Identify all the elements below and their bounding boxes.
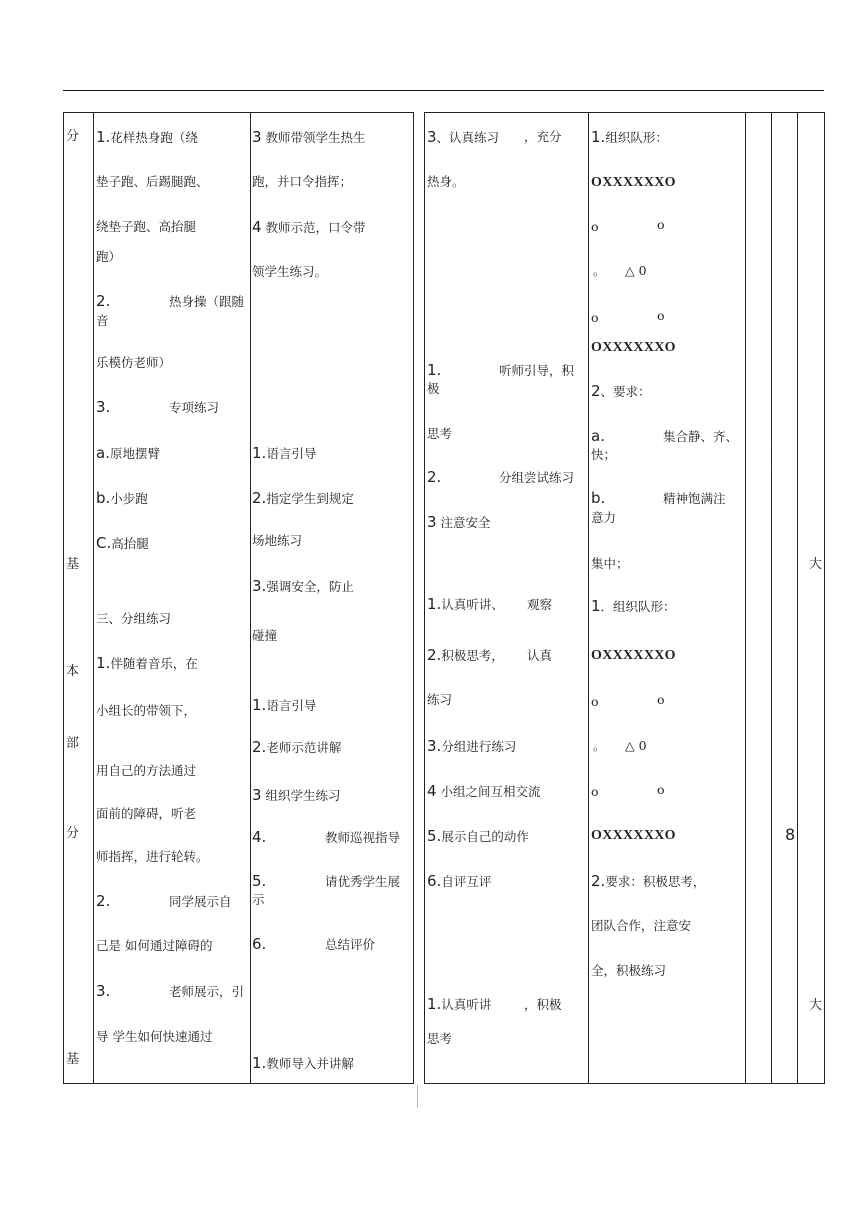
- student-line: 2.: [427, 468, 442, 486]
- student-line: 观察: [527, 597, 553, 612]
- org-line: 1.组织队形：: [591, 128, 668, 146]
- content-line: 垫子跑、后踢腿跑、: [96, 174, 209, 189]
- section-char: 分: [66, 129, 80, 144]
- teacher-line: 2.老师示范讲解: [252, 738, 342, 756]
- formation-mark: o: [591, 310, 599, 325]
- column-divider: [588, 113, 589, 1083]
- intensity-value: 大: [809, 557, 823, 572]
- teacher-line: 1.教师导入并讲解: [252, 1054, 354, 1072]
- formation-teacher-mark: △ 0: [625, 263, 647, 278]
- content-line: 己是 如何通过障碍的: [96, 938, 213, 953]
- count-value: 8: [785, 825, 796, 844]
- org-line: 意力: [591, 510, 617, 525]
- teacher-line: 5.: [252, 872, 267, 890]
- formation-teacher-mark: △ 0: [625, 738, 647, 753]
- student-line: 1.: [427, 361, 442, 379]
- content-line: 跑）: [96, 249, 122, 264]
- column-divider: [771, 113, 772, 1083]
- student-line: 6.自评互评: [427, 872, 492, 890]
- student-line: 听师引导，积: [499, 363, 575, 378]
- teacher-line: 1.语言引导: [252, 696, 317, 714]
- org-line: b.: [591, 489, 606, 507]
- content-line: 1.花样热身跑（绕: [96, 128, 198, 146]
- content-line: 师指挥，进行轮转。: [96, 849, 209, 864]
- content-line: 热身操（跟随: [169, 294, 245, 309]
- content-line: 用自己的方法通过: [96, 763, 197, 778]
- student-line: 1.认真听讲: [427, 995, 492, 1013]
- section-char: 本: [66, 664, 80, 679]
- teacher-line: 4 教师示范，口令带: [252, 218, 366, 236]
- formation-mark: o: [657, 692, 665, 707]
- content-line: 三、分组练习: [96, 611, 172, 626]
- student-line: 练习: [427, 692, 453, 707]
- org-line: 快；: [591, 447, 617, 462]
- teacher-line: 场地练习: [252, 533, 303, 548]
- formation-row: OXXXXXXO: [591, 175, 676, 190]
- content-line: 音: [96, 313, 109, 328]
- teacher-line: 2.指定学生到规定: [252, 489, 354, 507]
- teacher-line: 领学生练习。: [252, 264, 328, 279]
- org-line: 团队合作，注意安: [591, 918, 692, 933]
- content-line: 3.: [96, 982, 111, 1000]
- student-line: 思考: [427, 1031, 453, 1046]
- content-line: 导 学生如何快速通过: [96, 1029, 213, 1044]
- student-line: 3 注意安全: [427, 513, 491, 531]
- formation-mark: o: [591, 219, 599, 234]
- teacher-line: 3 教师带领学生热生: [252, 128, 366, 146]
- section-char: 分: [66, 826, 80, 841]
- section-char: 基: [66, 1052, 80, 1067]
- content-line: 老师展示，引: [169, 984, 245, 999]
- content-line: a.原地摆臂: [96, 444, 160, 462]
- student-line: 3.分组进行练习: [427, 737, 517, 755]
- formation-row: OXXXXXXO: [591, 648, 676, 663]
- org-line: 全，积极练习: [591, 963, 667, 978]
- formation-mark: 。: [593, 263, 606, 278]
- teacher-line: 3 组织学生练习: [252, 786, 341, 804]
- org-line: 2、要求：: [591, 382, 651, 400]
- student-line: 3、认真练习: [427, 128, 500, 146]
- formation-mark: o: [657, 308, 665, 323]
- formation-mark: o: [591, 694, 599, 709]
- org-line: 2.要求：积极思考，: [591, 872, 706, 890]
- student-line: 4 小组之间互相交流: [427, 782, 541, 800]
- formation-mark: o: [591, 784, 599, 799]
- formation-mark: o: [657, 217, 665, 232]
- student-line: 思考: [427, 426, 453, 441]
- section-char: 部: [66, 736, 80, 751]
- content-line: b.小步跑: [96, 489, 148, 507]
- student-line: 2.积极思考，: [427, 646, 504, 664]
- student-line: 热身。: [427, 174, 465, 189]
- column-divider: [250, 113, 251, 1083]
- formation-row: OXXXXXXO: [591, 340, 676, 355]
- tick-mark: [771, 441, 772, 448]
- column-divider: [745, 113, 746, 1083]
- teacher-line: 请优秀学生展: [325, 874, 401, 889]
- column-divider: [93, 113, 94, 1083]
- org-line: 集中；: [591, 556, 629, 571]
- content-line: 绕垫子跑、高抬腿: [96, 219, 197, 234]
- content-line: C.高抬腿: [96, 534, 149, 552]
- org-line: 1．组织队形：: [591, 597, 676, 615]
- student-line: 极: [427, 381, 440, 396]
- formation-mark: 。: [593, 738, 606, 753]
- content-line: 面前的障碍，听老: [96, 806, 197, 821]
- student-line: ，积极: [524, 997, 562, 1012]
- student-line: 1.认真听讲、: [427, 595, 504, 613]
- teacher-line: 4.: [252, 828, 267, 846]
- teacher-line: 跑，并口令指挥；: [252, 174, 353, 189]
- teacher-line: 示: [252, 892, 265, 907]
- teacher-line: 6.: [252, 935, 267, 953]
- header-rule: [63, 90, 824, 91]
- content-line: 小组长的带领下，: [96, 703, 197, 718]
- teacher-line: 1.语言引导: [252, 444, 317, 462]
- content-line: 1.伴随着音乐，在: [96, 654, 198, 672]
- student-line: ，充分: [524, 129, 562, 144]
- org-line: 精神饱满注: [663, 491, 726, 506]
- tick-mark: [771, 463, 772, 470]
- column-divider: [797, 113, 798, 1083]
- content-line: 同学展示自: [169, 894, 232, 909]
- student-line: 分组尝试练习: [499, 470, 575, 485]
- content-line: 2.: [96, 892, 111, 910]
- teacher-line: 3.强调安全，防止: [252, 577, 354, 595]
- student-line: 5.展示自己的动作: [427, 827, 529, 845]
- org-line: 集合静、齐、: [663, 429, 739, 444]
- content-line: 专项练习: [169, 400, 220, 415]
- content-line: 乐模仿老师）: [96, 355, 172, 370]
- formation-row: OXXXXXXO: [591, 828, 676, 843]
- content-line: 3.: [96, 398, 111, 416]
- student-line: 认真: [527, 648, 553, 663]
- teacher-line: 教师巡视指导: [325, 830, 401, 845]
- teacher-line: 总结评价: [325, 937, 376, 952]
- section-char: 基: [66, 557, 80, 572]
- content-line: 2.: [96, 292, 111, 310]
- teacher-line: 碰撞: [252, 628, 278, 643]
- intensity-value: 大: [809, 998, 823, 1013]
- page-divider: [417, 1085, 418, 1108]
- org-line: a.: [591, 427, 605, 445]
- formation-mark: o: [657, 782, 665, 797]
